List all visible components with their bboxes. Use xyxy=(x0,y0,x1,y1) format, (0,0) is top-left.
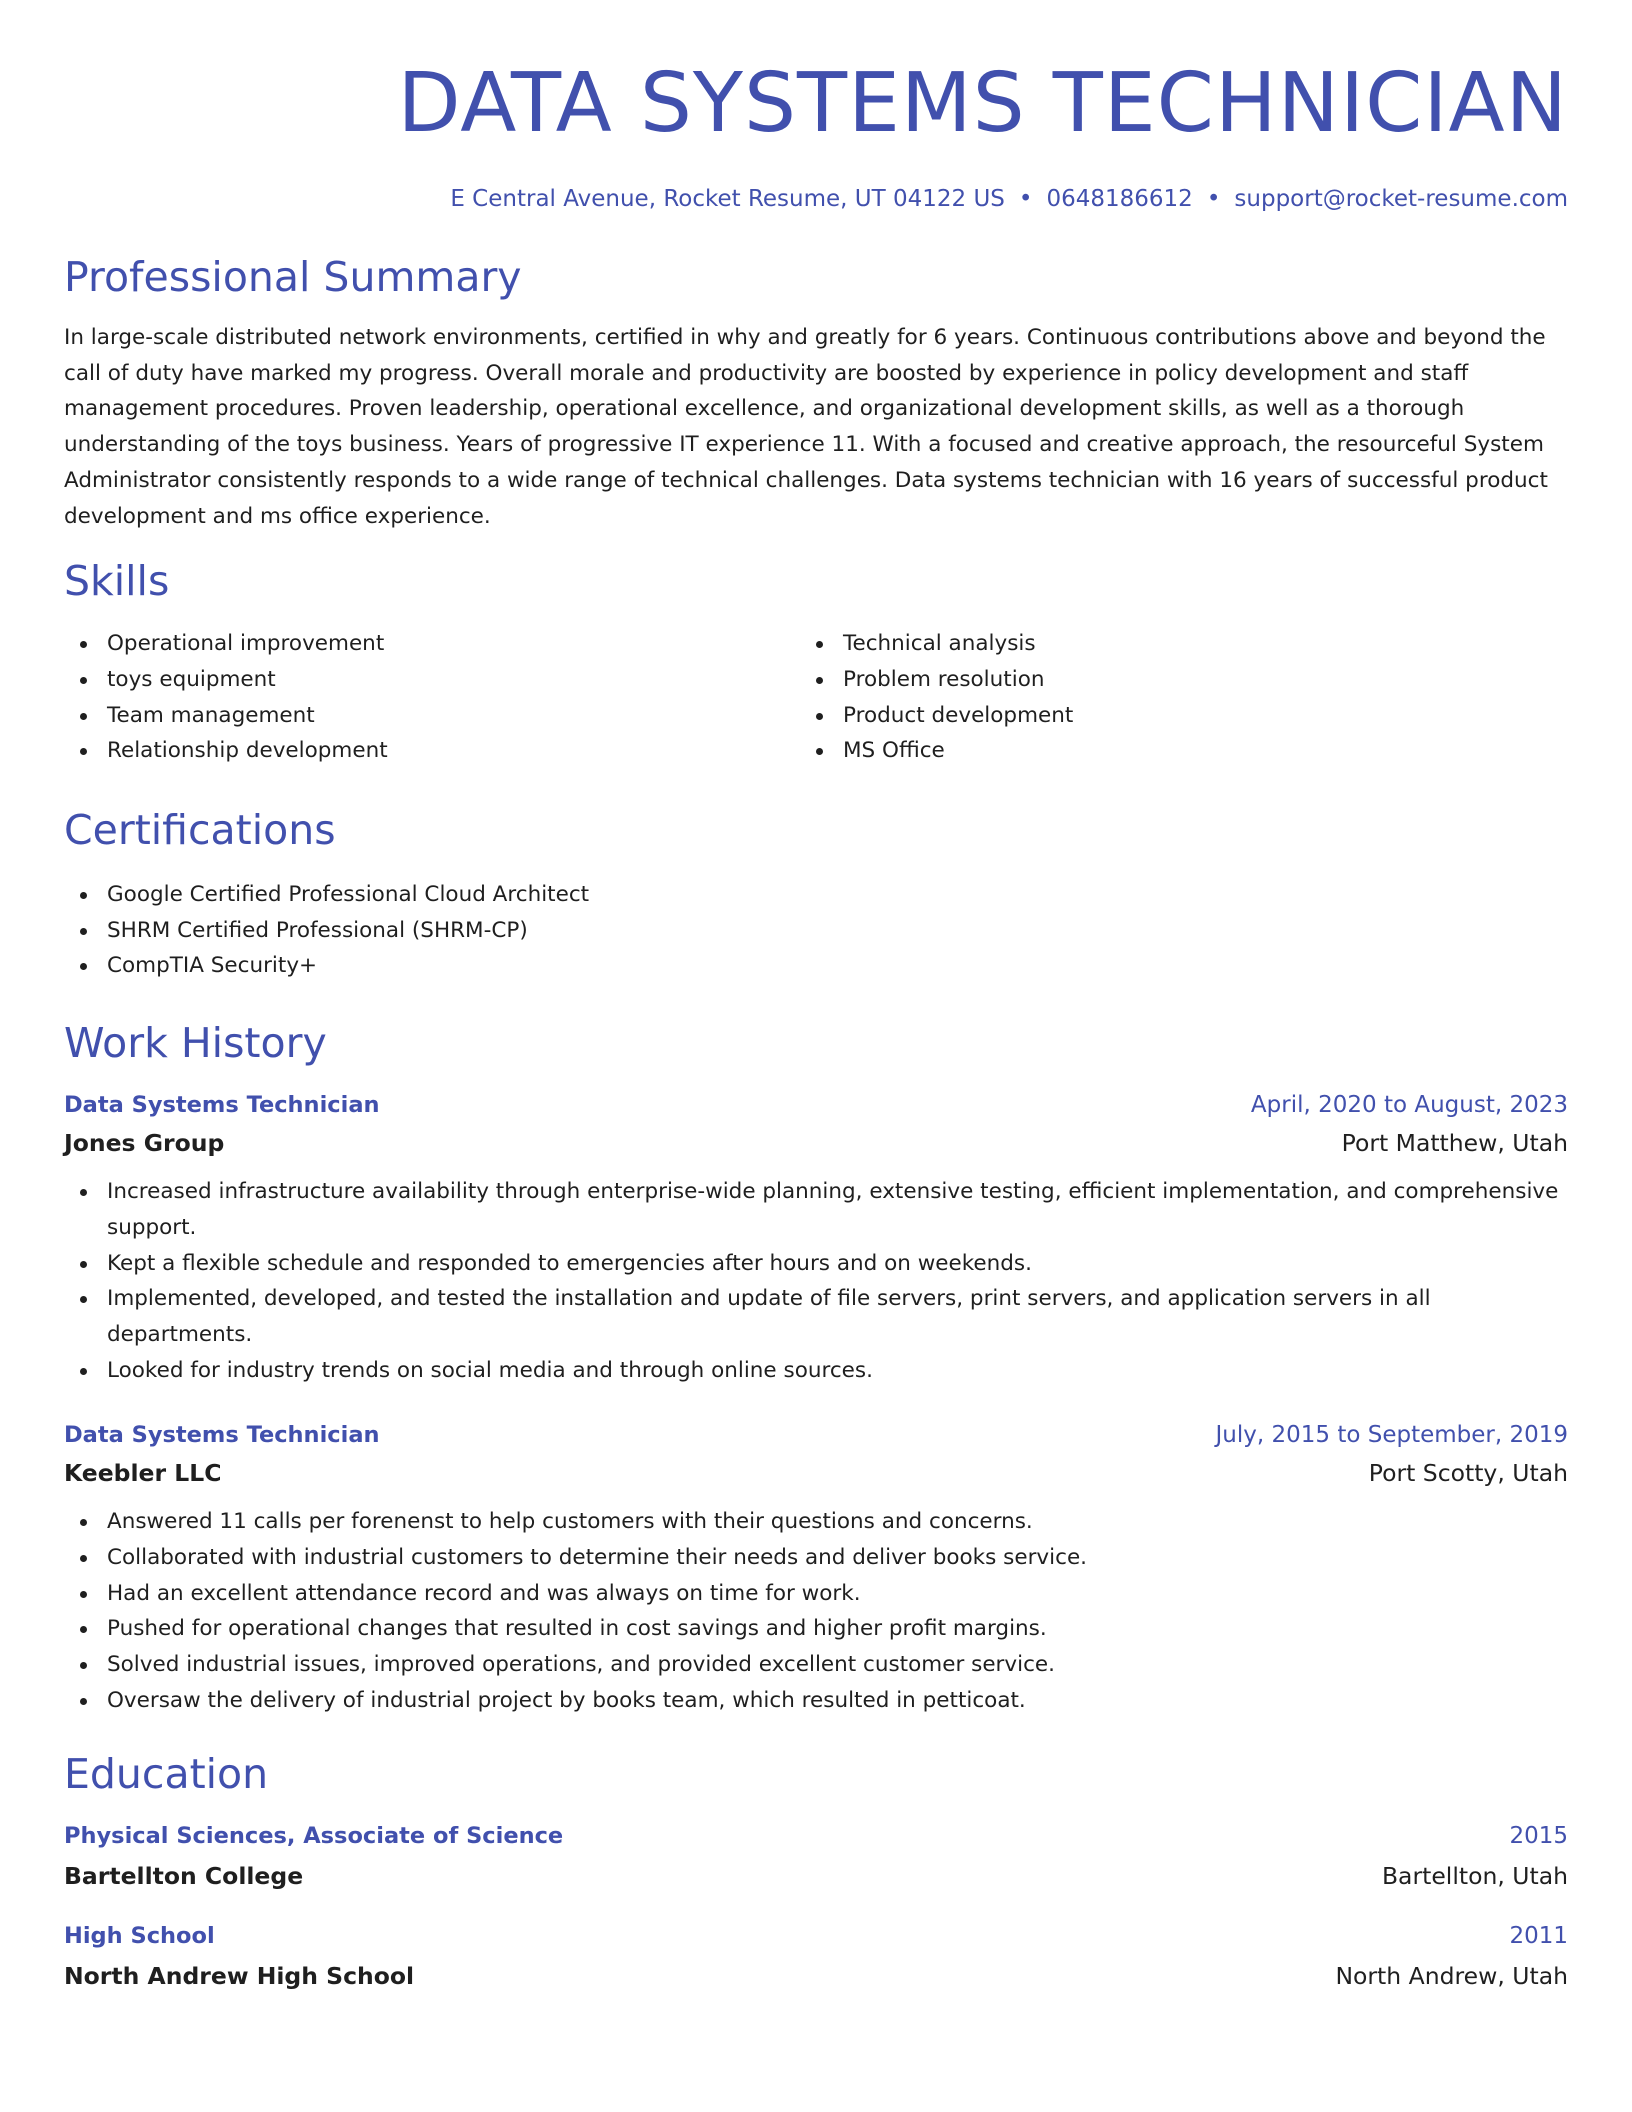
skill-item: Product development xyxy=(800,698,1536,734)
job-bullet: Kept a flexible schedule and responded to emergencies after hours and on weekends. xyxy=(64,1246,1568,1282)
education-entry xyxy=(64,1921,1568,1991)
education-year: 2011 xyxy=(1509,1922,1568,1949)
education-entry xyxy=(64,1821,1568,1891)
contact-line xyxy=(64,184,1568,214)
contact-phone: 0648186612 xyxy=(1046,186,1193,212)
education-location: North Andrew, Utah xyxy=(1335,1961,1568,1990)
skills-left-list xyxy=(64,626,800,769)
job-bullets xyxy=(64,1174,1568,1388)
contact-separator: • xyxy=(1018,186,1033,212)
certifications-list xyxy=(64,877,1568,984)
education-year: 2015 xyxy=(1509,1822,1568,1849)
skills-right-list xyxy=(800,626,1536,769)
summary-text: In large-scale distributed network environments, certified in why and greatly for 6 years. Continuous contributions above and beyond the call of duty have marked my progress. Overall morale and productivity are boosted by experience in policy development and staff management procedures. Proven leadership, operational excellence, and organizational development skills, as well as a thorough understanding of the toys business. Years of progressive IT experience 11. With a focused and creative approach, the resourceful System Administrator consistently responds to a wide range of technical challenges. Data systems technician with 16 years of successful product development and ms office experience. xyxy=(64,325,1548,529)
job-bullet: Answered 11 calls per forenenst to help customers with their questions and concerns. xyxy=(64,1504,1568,1540)
job-location: Port Matthew, Utah xyxy=(1341,1129,1568,1158)
job-location: Port Scotty, Utah xyxy=(1368,1459,1568,1488)
skill-item: Team management xyxy=(64,698,800,734)
education-school: Bartellton College xyxy=(64,1861,304,1890)
skill-item: Technical analysis xyxy=(800,626,1536,662)
job-bullet: Had an excellent attendance record and was always on time for work. xyxy=(64,1576,1568,1612)
job-entry xyxy=(64,1090,1568,1388)
job-bullet: Oversaw the delivery of industrial project by books team, which resulted in petticoat. xyxy=(64,1683,1568,1719)
job-role: Data Systems Technician xyxy=(64,1092,380,1119)
skill-item: Problem resolution xyxy=(800,662,1536,698)
skills-heading: Skills xyxy=(64,557,170,606)
job-bullet: Solved industrial issues, improved operations, and provided excellent customer service. xyxy=(64,1647,1568,1683)
education-heading: Education xyxy=(64,1749,269,1798)
education-degree: Physical Sciences, Associate of Science xyxy=(64,1822,564,1849)
skill-item: Relationship development xyxy=(64,733,800,769)
skill-item: Operational improvement xyxy=(64,626,800,662)
education-location: Bartellton, Utah xyxy=(1381,1861,1568,1890)
certifications-heading: Certifications xyxy=(64,806,336,855)
education-school: North Andrew High School xyxy=(64,1961,415,1990)
summary-heading: Professional Summary xyxy=(64,253,522,301)
job-bullets xyxy=(64,1504,1568,1718)
job-entry xyxy=(64,1420,1568,1718)
skills-columns xyxy=(64,626,1568,769)
job-dates: April, 2020 to August, 2023 xyxy=(1250,1092,1568,1119)
contact-email[interactable]: support@rocket-resume.com xyxy=(1234,186,1568,212)
certification-item: Google Certified Professional Cloud Architect xyxy=(64,877,1568,913)
contact-address: E Central Avenue, Rocket Resume, UT 04122 US xyxy=(450,186,1005,212)
job-company: Jones Group xyxy=(64,1129,225,1158)
job-company: Keebler LLC xyxy=(64,1459,222,1488)
job-bullet: Implemented, developed, and tested the installation and update of file servers, print servers, and application servers in all departments. xyxy=(64,1281,1568,1352)
skill-item: MS Office xyxy=(800,733,1536,769)
job-bullet: Increased infrastructure availability through enterprise-wide planning, extensive testing, efficient implementation, and comprehensive support. xyxy=(64,1174,1568,1245)
job-dates: July, 2015 to September, 2019 xyxy=(1215,1422,1568,1449)
job-bullet: Looked for industry trends on social media and through online sources. xyxy=(64,1353,1568,1389)
work-history-heading: Work History xyxy=(64,1019,327,1068)
certification-item: SHRM Certified Professional (SHRM-CP) xyxy=(64,913,1568,949)
certification-item: CompTIA Security+ xyxy=(64,948,1568,984)
job-bullet: Pushed for operational changes that resulted in cost savings and higher profit margins. xyxy=(64,1611,1568,1647)
job-bullet: Collaborated with industrial customers to determine their needs and deliver books service. xyxy=(64,1540,1568,1576)
education-degree: High School xyxy=(64,1922,215,1949)
resume-title: DATA SYSTEMS TECHNICIAN xyxy=(397,56,1568,151)
job-role: Data Systems Technician xyxy=(64,1422,380,1449)
contact-separator: • xyxy=(1206,186,1221,212)
skill-item: toys equipment xyxy=(64,662,800,698)
